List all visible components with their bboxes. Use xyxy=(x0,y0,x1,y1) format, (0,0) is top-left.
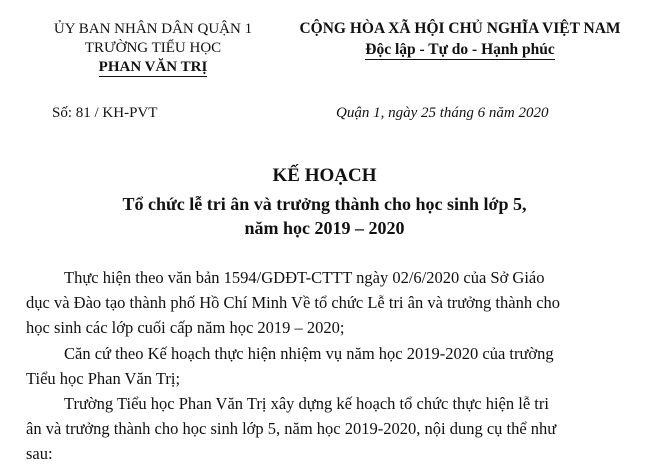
issuing-authority xyxy=(28,20,278,77)
paragraph-line: Căn cứ theo Kế hoạch thực hiện nhiệm vụ năm học 2019-2020 của trường xyxy=(64,344,554,363)
authority-school-name: PHAN VĂN TRỊ xyxy=(98,59,208,75)
authority-school-type: TRƯỜNG TIỂU HỌC xyxy=(84,40,222,56)
paragraph-line: Tiểu học Phan Văn Trị; xyxy=(26,369,181,388)
national-title: CỘNG HÒA XÃ HỘI CHỦ NGHĨA VIỆT NAM xyxy=(299,20,621,37)
paragraph-line: ân và trưởng thành cho học sinh lớp 5, năm học 2019-2020, nội dung cụ thể như xyxy=(26,419,557,438)
paragraph-basis-plan xyxy=(26,341,626,391)
subtitle-line-2: năm học 2019 – 2020 xyxy=(244,218,405,238)
paragraph-basis-directive xyxy=(26,265,626,340)
national-motto: Độc lập - Tự do - Hạnh phúc xyxy=(365,41,555,58)
paragraph-line: học sinh các lớp cuối cấp năm học 2019 – 2020; xyxy=(26,318,345,337)
document-title: KẾ HOẠCH xyxy=(272,165,377,186)
document-date: Quận 1, ngày 25 tháng 6 năm 2020 xyxy=(336,105,549,121)
authority-district: ỦY BAN NHÂN DÂN QUẬN 1 xyxy=(53,21,253,37)
paragraph-line: sau: xyxy=(26,444,53,463)
paragraph-purpose xyxy=(26,391,626,466)
paragraph-line: Trường Tiểu học Phan Văn Trị xây dựng kế hoạch tổ chức thực hiện lễ tri xyxy=(64,394,549,413)
paragraph-line: Thực hiện theo văn bản 1594/GDĐT-CTTT ngày 02/6/2020 của Sở Giáo xyxy=(64,268,545,287)
subtitle-line-1: Tổ chức lễ tri ân và trưởng thành cho học sinh lớp 5, xyxy=(122,194,527,214)
document-number: Số: 81 / KH-PVT xyxy=(52,105,158,121)
paragraph-line: dục và Đào tạo thành phố Hồ Chí Minh Về tổ chức Lễ tri ân và trưởng thành cho xyxy=(26,293,561,312)
document-subtitle xyxy=(0,192,649,240)
